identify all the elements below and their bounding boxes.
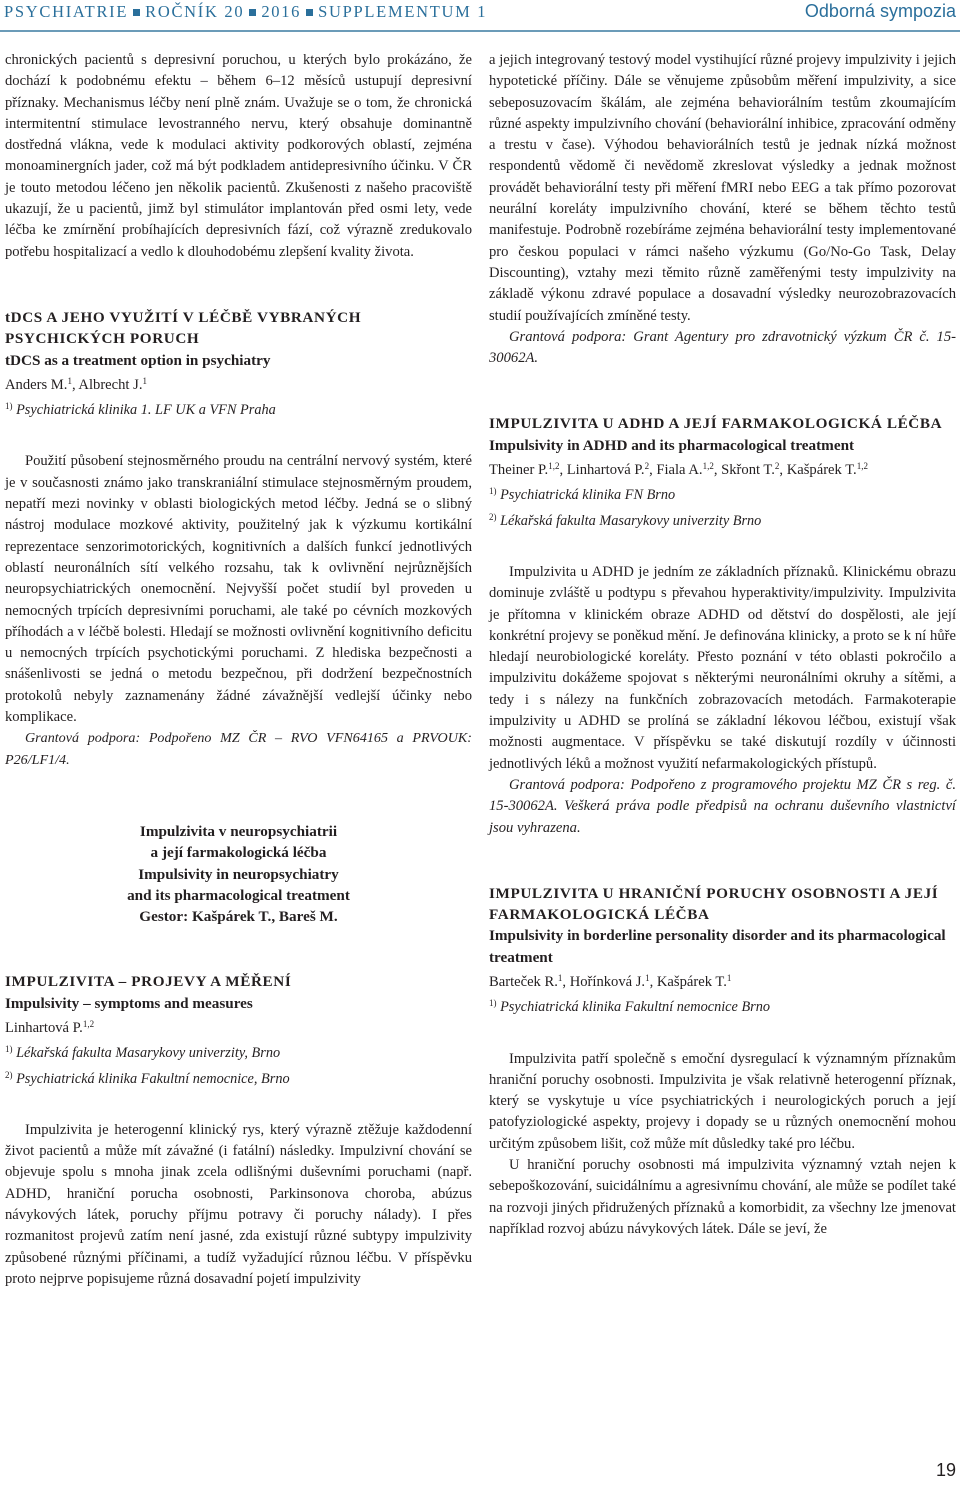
adhd-title-en: Impulsivity in ADHD and its pharmacological treatment [489, 436, 855, 454]
journal-header [4, 2, 487, 22]
journal-volume: ROČNÍK 20 [145, 2, 245, 21]
adhd-abstract: Impulzivita u ADHD je jedním ze základních příznaků. Klinickému obrazu dominuje zvláště u podtypu s převahou hyperaktivity/impulzivity. Impulzivita je přítomna v klinickém obraze ADHD od dětství do dospělosti, ale její konkrétní projevy se poněkud mění. Je definována klinicky, a proto se k ní hůře hledají neurobiologické koreláty. Přesto poznání v této oblasti pokročilo a impulzivitu dokážeme spojovat s některými neuronálními okruhy a sítěmi, a tedy i s nálezy na funkčních zobrazovacích metodách. Farmakoterapie impulzivity u ADHD se prolíná se základní lékovou léčbou, existují však možnosti augmentace. V příspěvku se také diskutují rozdíly v účinnosti jednotlivých léků a možnost využití nefarmakologických přístupů. [489, 563, 956, 772]
projevy-title-cz: IMPULZIVITA – PROJEVY A MĚŘENÍ [5, 973, 292, 991]
journal-year: 2016 [261, 2, 302, 21]
left-column [5, 50, 472, 1290]
projevy-abstract-continued: a jejich integrovaný testový model vystihující různé projevy impulzivity i jejich hypotetické příčiny. Dále se věnujeme způsobům měření impulzivity, a sice sebeposuzovacím škálám, ale zejména behaviorálním testům zkoumajícím různé aspekty impulzivního chování (behaviorální inhibice, zpracování odměny a trestu v čase). Výhodou behaviorálních testů je jednak nízká možnost respondentů vědomě či nevědomě zkreslovat výsledky a jednak možnost provádět behaviorální testy při měření fMRI nebo EEG a tak přímo pozorovat neurální koreláty impulzivního chování, které se během těchto testů manifestuje. Podrobně rozebíráme zejména behaviorální testy implementované pro českou populaci v rámci našeho výzkumu (Go/No-Go Task, Delay Discounting), vztahy mezi těmito různě zaměřenými testy impulzivity na základě výkonu zdravé populace a dosavadní výsledky neurozobrazovacích studií používajících zmíněné testy. [489, 52, 956, 324]
separator-square-icon [249, 9, 256, 16]
continued-paragraph: chronických pacientů s depresivní poruchou, u kterých bylo prokázáno, že dochází k podobnému efektu – během 6–12 měsíců ustupují depresivní příznaky. Mechanismus léčby není plně znám. Uvažuje se o tom, že chronická intermitentní stimulace levostranného nervu, který obsahuje dominantně dostředná vlákna, vede k modulaci aktivity podkorových oblastí, zejména monoaminergních jader, což má být podkladem antidepresivního účinku. V ČR je touto metodou léčeno jen několik pacientů. Zkušenosti z našeho pracoviště ukazují, že u pacientů, jimž byl stimulátor implantován před osmi lety, vede léčba ke zmírnění probíhajících depresivních fází, což výrazně zredukovalo potřebu hospitalizací a vedlo k dlouhodobému zlepšení kvality života. [5, 52, 472, 260]
right-column [489, 50, 956, 1240]
projevy-abstract: Impulzivita je heterogenní klinický rys, který výrazně ztěžuje každodenní život pacientů a může mít závažné (i fatální) následky. Impulzivní chování se objevuje spolu s mnoha jinak zcela odlišnými duševními poruchami (např. ADHD, hraniční porucha osobnosti, Parkinsonova choroba, abúzus návykových látek, poruchy příjmu potravy či poruchy nálady). I přes rozmanitost projevů zatím není jasné, zda existují různé subtypy impulzivity způsobené různými příčinami, a tudíž vyžadující různou léčbu. V příspěvku proto nejprve popisujeme různá dosavadní pojetí impulzivity [5, 1121, 472, 1287]
borderline-abstract-2: U hraniční poruchy osobnosti má impulzivita významný vztah nejen k sebepoškozování, suicidálnímu a agresivnímu chování, ale může se podílet také na rozvoji jiných přidružených příznaků a komorbidit, za všechny lze jmenovat například rozvoj abúzu návykových látek. Dále se jeví, že [489, 1157, 956, 1237]
adhd-affiliation-2: $^{2)}$ Lékařská fakulta Masarykovy univerzity Brno [489, 511, 762, 529]
borderline-abstract-1: Impulzivita patří společně s emoční dysregulací k významným příznakům hraniční poruchy osobnosti. Impulzivita je však relativně heterogenní příznak, který se vyskytuje u více psychiatrických i neurologických poruch a její patofyziologické aspekty, projevy i dopady se u různých onemocnění mohou určitým způsobem lišit, což může mít důsledky také pro léčbu. [489, 1050, 956, 1152]
section-title: Odborná sympozia [804, 1, 956, 21]
adhd-title-cz: IMPULZIVITA U ADHD A JEJÍ FARMAKOLOGICKÁ LÉČBA [489, 415, 943, 433]
adhd-affiliation-1: $^{1)}$ Psychiatrická klinika FN Brno [489, 486, 676, 504]
adhd-authors: Theiner P.$^{1,2}$, Linhartová P.$^2$, Fiala A.$^{1,2}$, Skřont T.$^2$, Kašpárek T.$^{1,2}$ [489, 461, 868, 479]
separator-square-icon [306, 9, 313, 16]
tdcs-title-cz: tDCS A JEHO VYUŽITÍ V LÉČBĚ VYBRANÝCH PSYCHICKÝCH PORUCH [5, 308, 362, 348]
projevy-authors: Linhartová P.$^{1,2}$ [5, 1018, 95, 1036]
projevy-affiliation-2: $^{2)}$ Psychiatrická klinika Fakultní nemocnice, Brno [5, 1069, 290, 1087]
projevy-grant: Grantová podpora: Grant Agentury pro zdravotnický výzkum ČR č. 15-30062A. [489, 328, 956, 367]
borderline-title-en: Impulsivity in borderline personality disorder and its pharmacological treatment [489, 927, 946, 966]
journal-name: PSYCHIATRIE [4, 2, 129, 21]
tdcs-title-en: tDCS as a treatment option in psychiatry [5, 351, 271, 369]
header-rule [0, 30, 960, 32]
tdcs-affiliation: $^{1)}$ Psychiatrická klinika 1. LF UK a VFN Praha [5, 401, 276, 419]
tdcs-grant: Grantová podpora: Podpořeno MZ ČR – RVO VFN64165 a PRVOUK: P26/LF1/4. [5, 730, 472, 768]
adhd-grant: Grantová podpora: Podpořeno z programového projektu MZ ČR s reg. č. 15-30062A. Veškerá práva podle předpisů na ochranu duševního vlastnictví jsou vyhrazena. [489, 776, 956, 836]
tdcs-authors: Anders M.$^1$, Albrecht J.$^1$ [5, 375, 147, 393]
page-number: 19 [935, 1460, 956, 1480]
borderline-affiliation: $^{1)}$ Psychiatrická klinika Fakultní nemocnice Brno [489, 998, 771, 1016]
journal-supplement: SUPPLEMENTUM 1 [318, 2, 488, 21]
projevy-title-en: Impulsivity – symptoms and measures [5, 994, 253, 1012]
separator-square-icon [133, 9, 140, 16]
borderline-authors: Barteček R.$^1$, Hořínková J.$^1$, Kašpárek T.$^1$ [489, 972, 732, 990]
projevy-affiliation-1: $^{1)}$ Lékařská fakulta Masarykovy univerzity, Brno [5, 1044, 281, 1062]
borderline-title-cz: IMPULZIVITA U HRANIČNÍ PORUCHY OSOBNOSTI A JEJÍ FARMAKOLOGICKÁ LÉČBA [489, 884, 939, 924]
symposium-heading: Impulzivita v neuropsychiatrii a její farmakologická léčba Impulsivity in neuropsychiatry and its pharmacological treatment Gestor: Kašpárek T., Bareš M. [127, 822, 350, 926]
tdcs-abstract: Použití působení stejnosměrného proudu na centrální nervový systém, které je v současnosti známo jako transkraniální stimulace stejnosměrným proudem, nepatří mezi novinky v oblasti biologických metod léčby. Jedná se o slibný nástroj modulace mozkové aktivity, použitelný jak k výzkumu kortikální reprezentace senzorimotorických, kognitivních a dalších funkcí jednotlivých oblastí neuronálních sítí velkého rozsahu, tak k ovlivnění nejrůznějších neuropsychiatrických onemocnění. Nejvyšší počet studií byl proveden u nemocných trpících depresivními poruchami, ale také po cévních mozkových příhodách a v léčbě bolesti. Hledají se možnosti ovlivnění kognitivního deficitu u nemocných trpících psychotickými poruchami. Z hlediska bezpečnosti a snášenlivosti se jedná o metodu bezpečnou, při dodržení bezpečnostních protokolů nebyly zaznamenány žádné závažnější vedlejší účinky nebo komplikace. [5, 453, 472, 726]
